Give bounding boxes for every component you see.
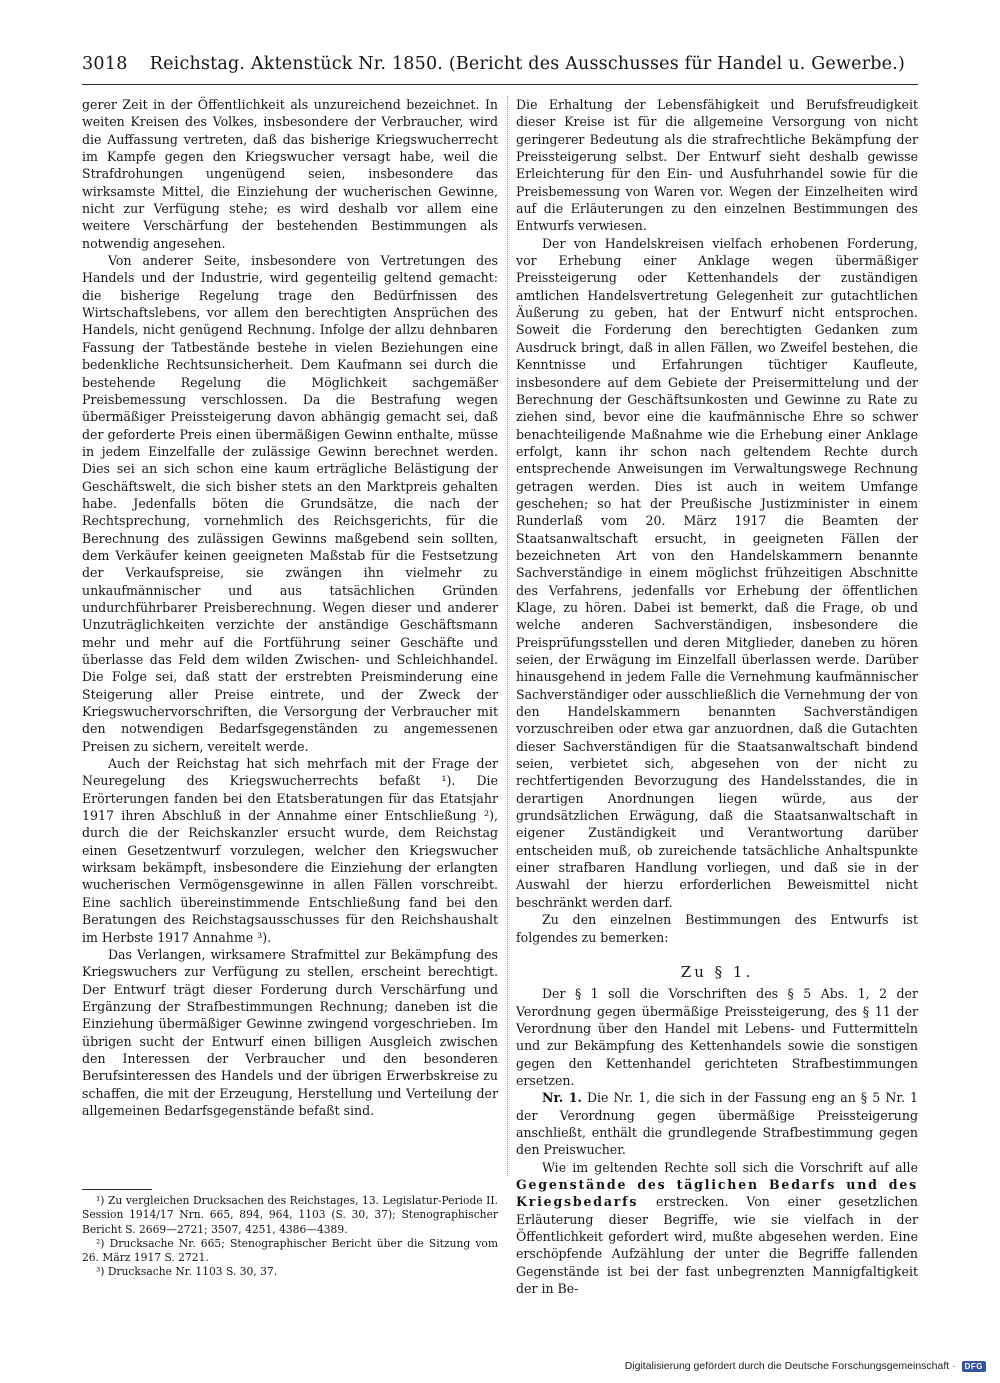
number-label: Nr. 1. bbox=[542, 1090, 582, 1106]
left-paragraph-4: Das Verlangen, wirksamere Strafmittel zur Bekämpfung des Kriegswuchers zur Verfügung zu stellen, erscheint berechtigt. Der Entwurf trägt dieser Forderung durch Verschärfung und Ergänzung der Strafbestimmungen Rechnung; daneben ist die Einziehung übermäßiger Gewinne zwingend vorgeschrieben. Im übrigen sucht der Entwurf einen billigen Ausgleich zwischen den Interessen der Verbraucher und den besonderen Berufsinteressen des Handels und der übrigen Erwerbskreise zu schaffen, die mit der Erzeugung, Herstellung und Verteilung der allgemeinen Bedarfsgegenstände befaßt sind. bbox=[82, 946, 498, 1118]
right-paragraph-3: Zu den einzelnen Bestimmungen des Entwurfs ist folgendes zu bemerken: bbox=[516, 912, 918, 945]
left-paragraph-1: gerer Zeit in der Öffentlichkeit als unzureichend bezeichnet. In weiten Kreisen des Volkes, insbesondere der Verbraucher, wird die Auffassung vertreten, daß das bisherige Kriegswucherrecht im Kampfe gegen den Kriegswucher versagt habe, weil die Strafdrohungen ungenügend seien, insbesondere das wirksamste Mittel, die Einziehung der wucherischen Gewinne, nicht zur Verfügung stehe; es wird deshalb vor allem eine weitere Verschärfung der bestehenden Bestimmungen als notwendig angesehen. bbox=[82, 97, 498, 251]
left-column bbox=[82, 96, 498, 1119]
footnote-1: ¹) Zu vergleichen Drucksachen des Reichstages, 13. Legislatur-Periode II. Session 1914/17 Nrn. 665, 894, 964, 1103 (S. 30, 37); Stenographischer Bericht S. 2669—2721; 3507, 4251, 4386—4389. bbox=[82, 1194, 498, 1236]
right-paragraph-6-b: erstrecken. Von einer gesetzlichen Erläuterung dieser Begriffe, wie sie vielfach in der Öffentlichkeit gefordert wird, mußte abgesehen werden. Eine erschöpfende Aufzählung der unter die Begriffe fallenden Gegenstände ist bei der fast unbegrenzten Mannigfaltigkeit der in Be- bbox=[516, 1194, 918, 1297]
header-rule bbox=[82, 84, 918, 85]
footnote-rule bbox=[82, 1189, 152, 1190]
right-paragraph-6-a: Wie im geltenden Rechte soll sich die Vorschrift auf alle bbox=[542, 1159, 918, 1175]
digitization-credit bbox=[625, 1360, 986, 1372]
credit-text: Digitalisierung gefördert durch die Deutsche Forschungsgemeinschaft · bbox=[624, 1360, 956, 1372]
section-heading: Zu § 1. bbox=[680, 962, 754, 981]
dfg-logo-icon: DFG bbox=[962, 1361, 986, 1372]
right-paragraph-1: Die Erhaltung der Lebensfähigkeit und Berufsfreudigkeit dieser Kreise ist für die allgemeine Versorgung von nicht geringerer Bedeutung als die strafrechtliche Bekämpfung der Preissteigerung selbst. Der Entwurf sieht deshalb gewisse Erleichterung für den Ein- und Ausfuhrhandel sowie für die Preisbemessung von Waren vor. Wegen der Einzelheiten wird auf die Erläuterungen zu den einzelnen Bestimmungen des Entwurfs verwiesen. bbox=[516, 97, 918, 234]
left-paragraph-3: Auch der Reichstag hat sich mehrfach mit der Frage der Neuregelung des Kriegswucherrechts befaßt ¹). Die Erörterungen fanden bei den Etatsberatungen für das Etatsjahr 1917 ihren Abschluß in der Annahme einer Entschließung ²), durch die der Reichskanzler ersucht wurde, dem Reichstag einen Gesetzentwurf vorzulegen, welcher den Kriegswucher wirksam bekämpft, insbesondere die Einziehung der erlangten wucherischen Vermögensgewinne in allen Fällen vorschreibt. Eine sachlich übereinstimmende Entschließung fand bei den Beratungen des Reichstagsausschusses für den Reichshaushalt im Herbste 1917 Annahme ³). bbox=[82, 756, 498, 945]
left-paragraph-2: Von anderer Seite, insbesondere von Vertretungen des Handels und der Industrie, wird gegenteilig geltend gemacht: die bisherige Regelung trage den Bedürfnissen des Wirtschaftslebens, vor allem den berechtigten Ansprüchen des Handels, nicht genügend Rechnung. Infolge der allzu dehnbaren Fassung der Tatbestände bestehe in vielen Beziehungen eine bedenkliche Rechtsunsicherheit. Dem Kaufmann sei durch die bestehende Regelung die Möglichkeit sachgemäßer Preisbemessung verschlossen. Da die Bestrafung wegen übermäßiger Preissteigerung davon abhängig gemacht sei, daß der geforderte Preis einen übermäßigen Gewinn enthalte, müsse in jedem Einzelfalle der zulässige Gewinn berechnet werden. Dies sei an sich schon eine kaum erträgliche Belästigung der Geschäftswelt, die sich bisher stets an den Marktpreis gehalten habe. Jedenfalls böten die Grundsätze, die nach der Rechtsprechung, vornehmlich des Reichsgerichts, für die Berechnung des zulässigen Gewinns maßgebend sein sollten, dem Verkäufer keinen geeigneten Maßstab für die Festsetzung der Verkaufspreise, sie zwängen ihn vielmehr zu unkaufmännischer und aus tatsächlichen Gründen undurchführbarer Preisberechnung. Wegen dieser und anderer Unzuträglichkeiten verzichte der anständige Geschäftsmann mehr und mehr auf die Fortführung seiner Geschäfte und überlasse das Feld dem wilden Zwischen- und Schleichhandel. Die Folge sei, daß statt der erstrebten Preisminderung eine Steigerung aller Preise eintrete, und der Zweck der Kriegswuchervorschriften, die Versorgung der Verbraucher mit den notwendigen Bedarfsgegenständen zu angemessenen Preisen zu sichern, vereitelt werde. bbox=[82, 253, 498, 754]
spaced-emphasis: Gegenstände des täglichen Bedarfs und des Kriegsbedarfs bbox=[516, 1176, 918, 1210]
footnotes bbox=[82, 1194, 498, 1280]
column-divider bbox=[507, 96, 508, 1176]
page-number: 3018 bbox=[82, 54, 128, 74]
footnote-2: ²) Drucksache Nr. 665; Stenographischer Bericht über die Sitzung vom 26. März 1917 S. 2721. bbox=[82, 1236, 498, 1265]
right-paragraph-2: Der von Handelskreisen vielfach erhobenen Forderung, vor Erhebung einer Anklage wegen übermäßiger Preissteigerung oder Kettenhandels der zuständigen amtlichen Handelsvertretung Gelegenheit zur gutachtlichen Äußerung zu geben, hat der Entwurf nicht entsprochen. Soweit die Forderung den berechtigten Gedanken zum Ausdruck bringt, daß in allen Fällen, wo Zweifel bestehen, die Kenntnisse und Erfahrungen tüchtiger Kaufleute, insbesondere auf dem Gebiete der Preisermittelung und der Berechnung der Geschäftsunkosten und Gewinne zu Rate zu ziehen sind, bevor eine die kaufmännische Ehre so schwer benachteiligende Maßnahme wie die Erhebung einer Anklage erfolgt, kann ihr schon nach geltendem Rechte durch entsprechende Anweisungen im Verwaltungswege Rechnung getragen werden. Dies ist auch in weitem Umfange geschehen; so hat der Preußische Justizminister in einem Runderlaß vom 20. März 1917 die Beamten der Staatsanwaltschaft ersucht, in geeigneten Fällen der bezeichneten Art von den Handelskammern benannte Sachverständige in einem möglichst frühzeitigen Abschnitte des Verfahrens, jedenfalls vor Erhebung der öffentlichen Klage, zu hören. Dabei ist bemerkt, daß die Frage, ob und welche anderen Sachverständigen, insbesondere die Preisprüfungsstellen und deren Mitglieder, daneben zu hören seien, der Erwägung im Einzelfall überlassen werde. Darüber hinausgehend in jedem Falle die Vernehmung kaufmännischer Sachverständiger oder ausschließlich die Vernehmung der von den Handelskammern benannten Sachverständigen vorzuschreiben oder etwa gar anzuordnen, daß die Gutachten dieser Sachverständigen für die Staatsanwaltschaft bindend seien, verbietet sich, abgesehen von der nicht zu rechtfertigenden Bevorzugung des Handelsstandes, die in derartigen Anordnungen liegen würde, aus der grundsätzlichen Erwägung, daß die Staatsanwaltschaft in eigener Zuständigkeit und Verantwortung darüber entscheiden muß, ob zureichende tatsächliche Anhaltspunkte einer strafbaren Handlung vorliegen, und daß sie in der Auswahl der hierzu erforderlichen Beweismittel nicht beschränkt werden darf. bbox=[516, 235, 918, 910]
right-paragraph-4: Der § 1 soll die Vorschriften des § 5 Abs. 1, 2 der Verordnung gegen übermäßige Preissteigerung, des § 11 der Verordnung über den Handel mit Lebens- und Futtermitteln und zur Bekämpfung des Kettenhandels sowie die sonstigen gegen den Kettenhandel gerichteten Strafbestimmungen ersetzen. bbox=[516, 986, 918, 1088]
page-header bbox=[82, 54, 918, 88]
footnote-3: ³) Drucksache Nr. 1103 S. 30, 37. bbox=[96, 1265, 278, 1279]
running-title: Reichstag. Aktenstück Nr. 1850. (Bericht des Ausschusses für Handel u. Gewerbe.) bbox=[149, 54, 906, 74]
right-paragraph-6 bbox=[516, 1159, 918, 1298]
right-column bbox=[516, 96, 918, 1297]
right-paragraph-5 bbox=[516, 1089, 918, 1158]
right-paragraph-5-text: Die Nr. 1, die sich in der Fassung eng an § 5 Nr. 1 der Verordnung gegen übermäßige Preissteigerung anschließt, enthält die grundlegende Strafbestimmung gegen den Preiswucher. bbox=[516, 1090, 918, 1158]
